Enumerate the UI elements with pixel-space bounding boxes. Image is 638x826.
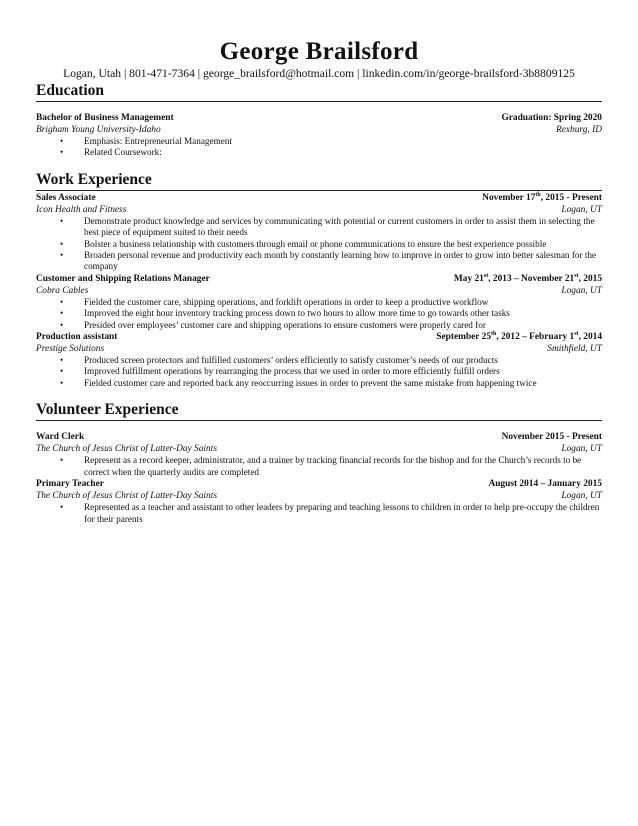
resume-page <box>36 38 602 525</box>
job-role: Sales Associate <box>36 192 96 203</box>
volunteer-bullets <box>36 502 602 525</box>
volunteer-row <box>36 478 602 490</box>
school-row <box>36 124 602 136</box>
list-item: • Broaden personal revenue and productivity each month by constantly learning how to improve in order to grow into better salesman for the company <box>84 250 602 273</box>
graduation-date: Graduation: Spring 2020 <box>501 113 602 123</box>
list-item: • Improved fulfillment operations by rearranging the process that we used in order to more efficiently fulfill orders <box>84 366 602 377</box>
company-location: Smithfield, UT <box>547 344 602 355</box>
volunteer-section <box>36 401 602 525</box>
education-heading: Education <box>36 82 105 99</box>
job-date: November 17th, 2015 - Present <box>482 191 602 203</box>
org-row <box>36 443 602 455</box>
job-date: September 25th, 2012 – February 1st, 2014 <box>436 330 602 343</box>
list-item: • Demonstrate product knowledge and services by communicating with potential or current customers in order to assist them in selecting the best piece of equipment suited to their needs <box>84 216 602 239</box>
work-section <box>36 171 602 389</box>
volunteer-date: November 2015 - Present <box>501 432 602 443</box>
school-location: Rexburg, ID <box>556 125 602 135</box>
job-row <box>36 192 602 204</box>
company-row <box>36 204 602 216</box>
section-divider <box>36 190 602 191</box>
list-item: • Produced screen protectors and fulfilled customers’ orders efficiently to satisfy customer’s needs of our products <box>84 355 602 366</box>
job-bullets <box>36 297 602 331</box>
company-name: Prestige Solutions <box>36 344 105 355</box>
list-item: • Bolster a business relationship with customers through email or phone communications to ensure the best experience possible <box>84 239 602 250</box>
volunteer-date: August 2014 – January 2015 <box>488 479 602 490</box>
volunteer-bullets <box>36 455 602 478</box>
candidate-name: George Brailsford <box>219 38 419 65</box>
volunteer-row <box>36 431 602 443</box>
job-role: Production assistant <box>36 332 118 343</box>
job-date: May 21st, 2013 – November 21st, 2015 <box>453 272 602 284</box>
org-name: The Church of Jesus Christ of Latter-Day Saints <box>36 491 217 502</box>
job-role: Customer and Shipping Relations Manager <box>36 273 210 284</box>
list-item: • Represented as a teacher and assistant to other leaders by preparing and teaching lessons to children in order to help pre-occupy the children for their parents <box>84 502 602 525</box>
list-item: • Fielded customer care and reported back any reoccurring issues in order to prevent the same mistake from happening twice <box>84 378 602 389</box>
education-bullets <box>36 136 602 159</box>
job-bullets <box>36 355 602 389</box>
org-row <box>36 490 602 502</box>
company-location: Logan, UT <box>561 285 602 296</box>
list-item: • Presided over employees’ customer care and shipping operations to ensure customers were properly cared for <box>84 320 602 331</box>
education-row <box>36 112 602 124</box>
company-name: Cobra Cables <box>36 285 89 296</box>
job-bullets <box>36 216 602 273</box>
list-item: • Improved the eight hour inventory tracking process down to two hours to allow more time to go towards other tasks <box>84 308 602 319</box>
list-item: • Emphasis: Entrepreneurial Management <box>84 136 602 147</box>
company-row <box>36 285 602 297</box>
degree: Bachelor of Business Management <box>36 113 174 123</box>
list-item: • Related Coursework: <box>84 147 602 158</box>
job-row <box>36 331 602 343</box>
volunteer-role: Primary Teacher <box>36 479 104 490</box>
volunteer-role: Ward Clerk <box>36 432 85 443</box>
school-name: Brigham Young University-Idaho <box>36 125 161 135</box>
company-row <box>36 343 602 355</box>
org-location: Logan, UT <box>561 491 602 502</box>
company-name: Icon Health and Fitness <box>36 204 127 215</box>
contact-line: Logan, Utah | 801-471-7364 | george_brailsford@hotmail.com | linkedin.com/in/george-brailsford-3b8809125 <box>63 67 575 80</box>
volunteer-heading: Volunteer Experience <box>36 401 179 419</box>
job-row <box>36 273 602 285</box>
list-item: • Represent as a record keeper, administrator, and a trainer by tracking financial records for the bishop and for the Church’s records to be correct when the quarterly audits are completed <box>84 455 602 478</box>
org-location: Logan, UT <box>561 444 602 455</box>
work-heading: Work Experience <box>36 170 152 188</box>
list-item: • Fielded the customer care, shipping operations, and forklift operations in order to keep a productive workflow <box>84 297 602 308</box>
company-location: Logan, UT <box>561 204 602 215</box>
org-name: The Church of Jesus Christ of Latter-Day Saints <box>36 444 217 455</box>
education-section <box>36 82 602 159</box>
